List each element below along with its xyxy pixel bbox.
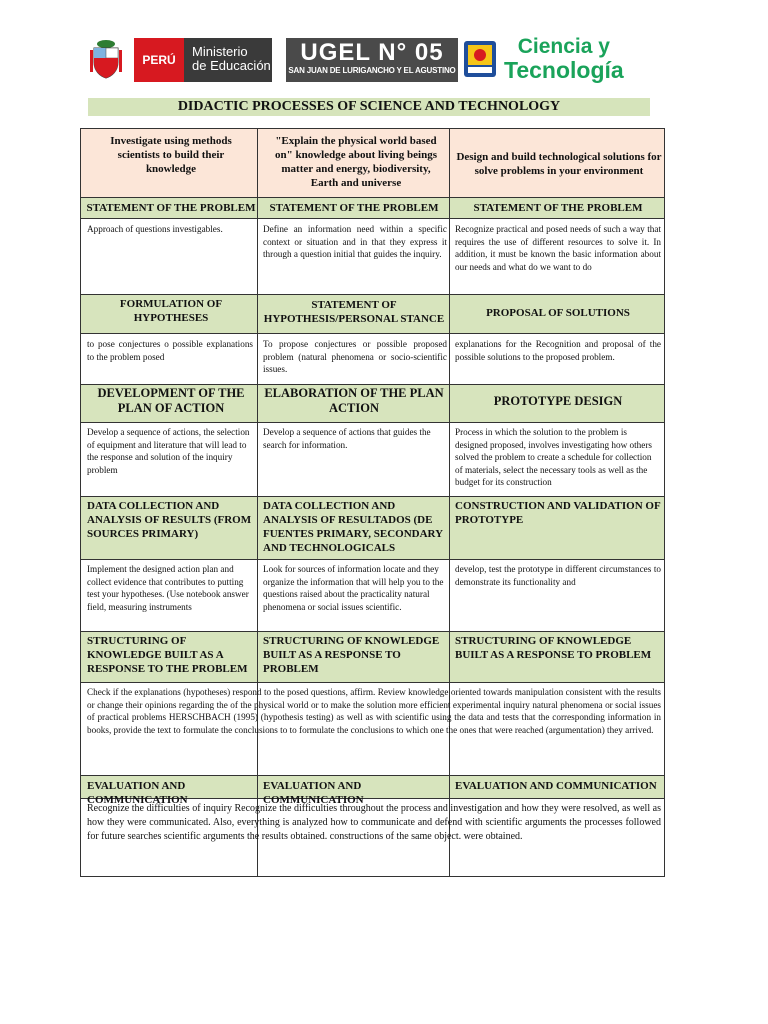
ugel-crest-icon <box>462 39 498 79</box>
ministry-label: Ministerio de Educación <box>192 44 271 73</box>
section-6-text: Recognize the difficulties of inquiry Recognize the difficulties throughout the process and investigation and how they were resolved, as well as how they were communicated. Also, everything is analyzed how to communicate and defend with scientific arguments the processes followed for future searches scientific arguments the results obtained. constructions of the same object. were obtained. <box>87 803 661 842</box>
section-1-header-col-1: STATEMENT OF THE PROBLEM <box>86 202 256 214</box>
section-2-text-col-2: To propose conjectures or possible proposed problem (natural phenomena or socio-scientific issues. <box>263 339 447 374</box>
section-3-header-col-3: PROTOTYPE DESIGN <box>493 394 623 408</box>
section-3-text-col-1: Develop a sequence of actions, the selection of equipment and literature that will lead to the response and solution of the inquiry problem <box>87 427 250 475</box>
row-divider <box>81 218 664 219</box>
section-6-header-col-3: EVALUATION AND COMMUNICATION <box>455 780 657 792</box>
peru-label: PERÚ <box>134 38 184 82</box>
section-5-header-col-2: STRUCTURING OF KNOWLEDGE BUILT AS A RESPONSE TO PROBLEM <box>263 635 440 675</box>
section-2-header-col-2: STATEMENT OF HYPOTHESIS/PERSONAL STANCE <box>263 299 445 325</box>
section-5-header-col-3: STRUCTURING OF KNOWLEDGE BUILT AS A RESPONSE TO PROBLEM <box>455 635 652 661</box>
column-divider <box>449 129 450 876</box>
ugel-subtitle: SAN JUAN DE LURIGANCHO Y EL AGUSTINO <box>288 66 456 75</box>
section-1-header-col-2: STATEMENT OF THE PROBLEM <box>269 202 439 214</box>
ugel-logo <box>286 38 458 82</box>
section-6-header-col-1: EVALUATION AND COMMUNICATION <box>87 780 188 806</box>
section-3-text-col-2: Develop a sequence of actions that guides the search for information. <box>263 427 431 450</box>
row-divider <box>81 682 664 683</box>
page-title: DIDACTIC PROCESSES OF SCIENCE AND TECHNOLOGY <box>88 98 650 116</box>
section-2-text-col-1: to pose conjectures o possible explanations to the problem posed <box>87 339 253 362</box>
section-3-header-col-2: ELABORATION OF THE PLAN ACTION <box>264 386 444 415</box>
row-divider <box>81 294 664 295</box>
ministry-logo <box>134 38 272 82</box>
row-divider <box>81 631 664 632</box>
row-divider <box>81 197 664 198</box>
header-logos <box>86 36 646 84</box>
row-divider <box>81 775 664 776</box>
row-divider <box>81 559 664 560</box>
section-4-header-col-3: CONSTRUCTION AND VALIDATION OF PROTOTYPE <box>455 500 661 526</box>
column-header-explain: "Explain the physical world based on" knowledge about living beings matter and energy, biodiversity, Earth and universe <box>275 135 437 189</box>
section-2-text-col-3: explanations for the Recognition and proposal of the possible solutions to the proposed problem. <box>455 339 661 362</box>
ugel-title: UGEL N° 05 <box>300 39 444 66</box>
section-4-header-col-1: DATA COLLECTION AND ANALYSIS OF RESULTS (FROM SOURCES PRIMARY) <box>87 500 252 540</box>
didactic-processes-table <box>80 128 665 877</box>
section-5-header-col-1: STRUCTURING OF KNOWLEDGE BUILT AS A RESPONSE TO THE PROBLEM <box>87 635 248 675</box>
section-1-text-col-3: Recognize practical and posed needs of such a way that requires the use of different resources to solve it. In addition, it must be known the basic information about our needs and what do we want to do <box>455 224 661 272</box>
section-5-text: Check if the explanations (hypotheses) respond to the posed questions, affirm. Review knowledge oriented towards manipulation consistent with the results or change their opinions regarding the of the physical world or to make the solution more efficient experimental inquiry natural phenomena or social issues of practical problems HERSCHBACH (1995) (hypothesis testing) as well as with scientific using the data and tests that the corresponding information in books, provide the text to formulate the conclusions to to formulate the conclusions to which one the ones that were reached (argumentation) they arrived. <box>87 687 661 735</box>
section-3-text-col-3: Process in which the solution to the problem is designed proposed, involves investigating how others solved the problem to create a schedule for collection of materials, select the necessary tools as well as the budget for its construction <box>455 427 652 487</box>
row-divider <box>81 384 664 385</box>
section-6-header-col-2: EVALUATION AND COMMUNICATION <box>263 780 364 806</box>
section-2-header-col-3: PROPOSAL OF SOLUTIONS <box>486 307 630 319</box>
section-4-header-col-2: DATA COLLECTION AND ANALYSIS OF RESULTADOS (DE FUENTES PRIMARY, SECONDARY AND TECHNOLOGICALS <box>263 500 443 554</box>
section-4-text-col-1: Implement the designed action plan and collect evidence that contributes to putting test your hypotheses. (Use notebook answer field, measuring instruments <box>87 564 249 612</box>
section-4-text-col-3: develop, test the prototype in different circumstances to demonstrate its functionality and <box>455 564 661 587</box>
column-divider <box>257 129 258 876</box>
column-header-design: Design and build technological solutions for solve problems in your environment <box>456 151 662 177</box>
section-2-header-col-1: FORMULATION OF HYPOTHESES <box>119 298 223 324</box>
row-divider <box>81 422 664 423</box>
science-label: Ciencia y <box>517 35 610 58</box>
section-1-header-col-3: STATEMENT OF THE PROBLEM <box>473 202 643 214</box>
science-technology-logo <box>504 36 624 82</box>
column-header-investigate: Investigate using methods scientists to build their knowledge <box>110 135 232 175</box>
technology-label: Tecnología <box>504 57 624 83</box>
section-3-header-col-1: DEVELOPMENT OF THE PLAN OF ACTION <box>97 386 245 415</box>
row-divider <box>81 333 664 334</box>
section-1-text-col-2: Define an information need within a specific context or situation and in that they express it through a question initial that guides the inquiry. <box>263 224 447 259</box>
section-1-text-col-1: Approach of questions investigables. <box>87 224 223 234</box>
row-divider <box>81 496 664 497</box>
peru-coat-of-arms-icon <box>88 38 124 80</box>
section-4-text-col-2: Look for sources of information locate and they organize the information that will help you to the questions raised about the practicality natural phenomena or social issues scientific. <box>263 564 444 612</box>
